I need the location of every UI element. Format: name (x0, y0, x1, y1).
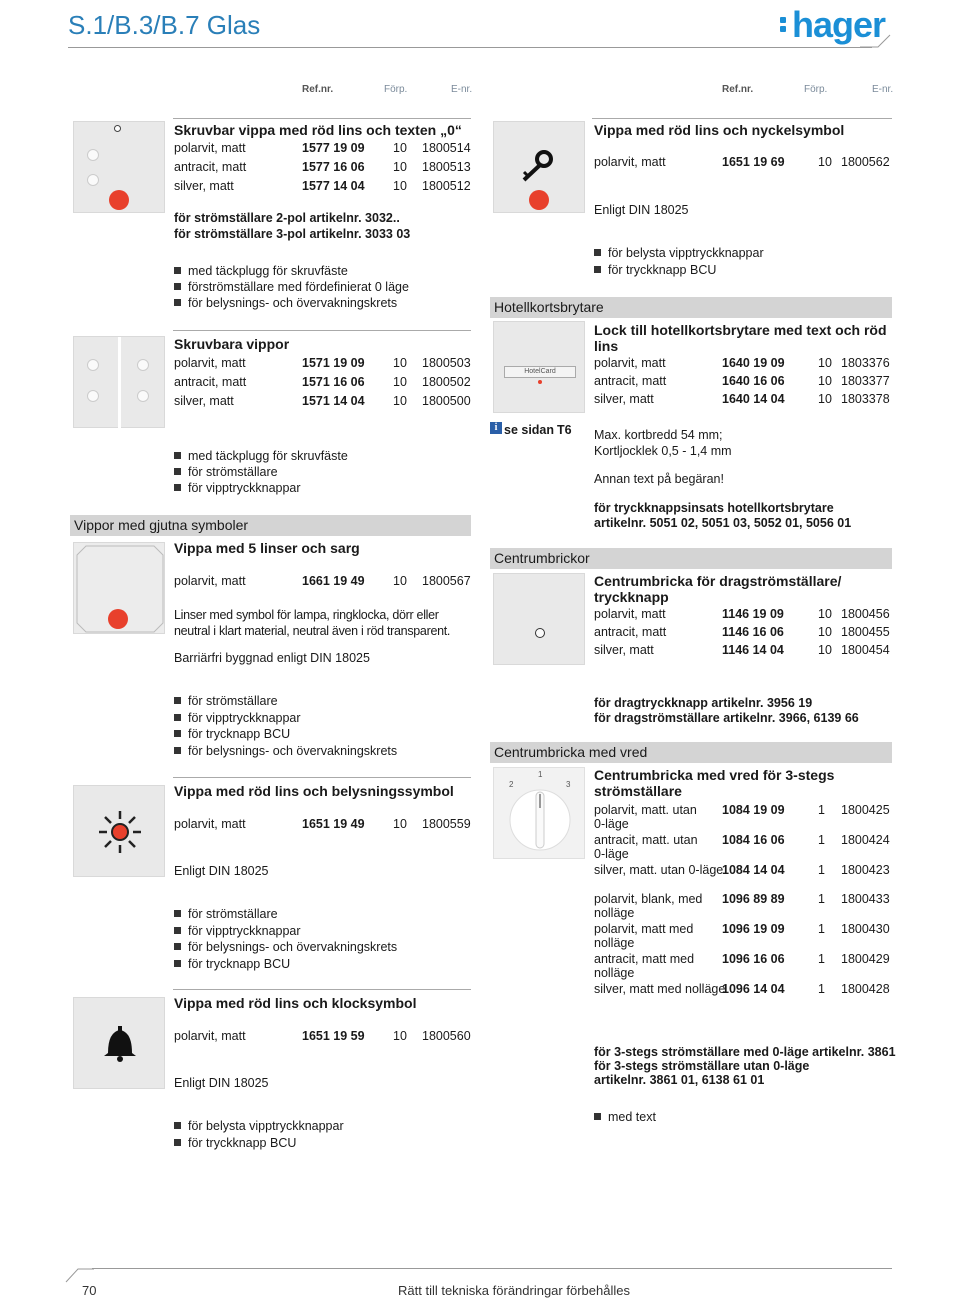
product-row (174, 574, 474, 590)
variant: polarvit, matt. utan (594, 803, 697, 817)
pack-qty: 1 (818, 922, 825, 936)
colhead-forp-right: Förp. (804, 84, 828, 95)
colhead-enr-left: E-nr. (451, 84, 473, 95)
pack-qty: 10 (393, 394, 407, 408)
e-number: 1800428 (841, 982, 890, 996)
pack-qty: 10 (818, 607, 832, 621)
variant: polarvit, matt (594, 356, 666, 370)
article-number: 1084 14 04 (722, 863, 785, 877)
product-row (594, 833, 894, 861)
variant: polarvit, matt (174, 1029, 246, 1043)
article-number: 1146 14 04 (722, 643, 784, 657)
product-title: lins (594, 338, 619, 354)
e-number: 1800562 (841, 155, 890, 169)
note: artikelnr. 3861 01, 6138 61 01 (594, 1073, 765, 1087)
e-number: 1800454 (841, 643, 890, 657)
product-row (594, 803, 894, 831)
variant: polarvit, matt (174, 574, 246, 588)
note: Kortljocklek 0,5 - 1,4 mm (594, 444, 732, 458)
article-number: 1096 89 89 (722, 892, 785, 906)
bullet-item: för belysnings- och övervakningskrets (174, 744, 397, 758)
e-number: 1800455 (841, 625, 890, 639)
note: för dragtryckknapp artikelnr. 3956 19 (594, 696, 813, 710)
e-number: 1800513 (422, 160, 471, 174)
variant-line2: nolläge (594, 966, 635, 980)
note: Annan text på begäran! (594, 472, 724, 486)
article-number: 1651 19 49 (302, 817, 365, 831)
see-page-ref[interactable]: T6 (557, 423, 572, 437)
note: för tryckknappsinsats hotellkortsbrytare (594, 501, 834, 515)
note: för strömställare 3-pol artikelnr. 3033 03 (174, 227, 411, 241)
variant: silver, matt (594, 392, 654, 406)
product-title: Skruvbar vippa med röd lins och texten „0“ (174, 122, 462, 138)
e-number: 1800560 (422, 1029, 471, 1043)
pack-qty: 10 (393, 1029, 407, 1043)
light-icon (74, 786, 166, 878)
product-row (174, 394, 474, 410)
bullet-item: för belysnings- och övervakningskrets (174, 940, 397, 954)
article-number: 1096 14 04 (722, 982, 785, 996)
header-rule (68, 47, 872, 48)
divider (173, 989, 471, 990)
article-number: 1651 19 69 (722, 155, 785, 169)
colhead-ref-left: Ref.nr. (302, 84, 334, 95)
variant: polarvit, matt (174, 141, 246, 155)
bullet-item: med täckplugg för skruvfäste (174, 449, 348, 463)
pack-qty: 10 (393, 356, 407, 370)
logo-mark-icon (780, 17, 788, 37)
article-number: 1571 19 09 (302, 356, 365, 370)
article-number: 1084 16 06 (722, 833, 785, 847)
pack-qty: 10 (393, 141, 407, 155)
e-number: 1803376 (841, 356, 890, 370)
rotary-knob-icon (494, 768, 586, 860)
bullet-item: för vipptryckknappar (174, 481, 301, 495)
pack-qty: 10 (393, 375, 407, 389)
product-row (594, 392, 894, 408)
colhead-ref-right: Ref.nr. (722, 84, 754, 95)
product-image-rockers (73, 336, 165, 428)
e-number: 1800456 (841, 607, 890, 621)
product-row (594, 356, 894, 372)
section-header: Vippor med gjutna symboler (70, 515, 471, 536)
product-image-key-symbol (493, 121, 585, 213)
article-number: 1661 19 49 (302, 574, 365, 588)
e-number: 1800433 (841, 892, 890, 906)
pack-qty: 10 (818, 356, 832, 370)
product-row (174, 179, 474, 195)
bullet-item: för strömställare (174, 465, 278, 479)
variant: antracit, matt (594, 625, 667, 639)
pack-qty: 10 (818, 374, 832, 388)
variant-line2: nolläge (594, 906, 635, 920)
e-number: 1800559 (422, 817, 471, 831)
note: Enligt DIN 18025 (174, 864, 269, 878)
variant: antracit, matt med (594, 952, 695, 966)
variant: silver, matt med nolläge (594, 982, 726, 996)
bullet-item: för strömställare (174, 694, 278, 708)
info-icon: i (490, 422, 502, 434)
dial-label: 3 (566, 780, 571, 789)
brand-logo: hager (792, 4, 886, 45)
variant: polarvit, matt med (594, 922, 694, 936)
pack-qty: 10 (818, 155, 832, 169)
variant: silver, matt (174, 394, 234, 408)
variant-line2: nolläge (594, 936, 635, 950)
divider (173, 330, 471, 331)
e-number: 1800512 (422, 179, 471, 193)
product-title: Vippa med röd lins och belysningssymbol (174, 783, 454, 799)
variant: polarvit, matt (174, 817, 246, 831)
article-number: 1096 19 09 (722, 922, 785, 936)
e-number: 1800424 (841, 833, 890, 847)
product-image-center-plate (493, 573, 585, 665)
note: Max. kortbredd 54 mm; (594, 428, 723, 442)
dial-label: 2 (509, 780, 514, 789)
bullet-item: för belysnings- och övervakningskrets (174, 296, 397, 310)
article-number: 1577 16 06 (302, 160, 365, 174)
article-number: 1640 14 04 (722, 392, 785, 406)
bullet-item: med text (594, 1110, 656, 1124)
product-title: Vippa med röd lins och nyckelsymbol (594, 122, 845, 138)
article-number: 1640 16 06 (722, 374, 785, 388)
e-number: 1803377 (841, 374, 890, 388)
variant-line2: 0-läge (594, 847, 629, 861)
product-row (594, 625, 894, 641)
variant: polarvit, matt (594, 155, 666, 169)
variant: antracit, matt (174, 160, 247, 174)
bullet-item: för vipptryckknappar (174, 711, 301, 725)
product-image-bell-symbol (73, 997, 165, 1089)
e-number: 1800567 (422, 574, 471, 588)
see-page-label: se sidan (504, 423, 555, 437)
e-number: 1800429 (841, 952, 890, 966)
variant: polarvit, matt (594, 607, 666, 621)
variant: polarvit, blank, med (594, 892, 703, 906)
variant: antracit, matt (594, 374, 667, 388)
divider (173, 118, 471, 119)
article-number: 1084 19 09 (722, 803, 785, 817)
note: för 3-stegs strömställare utan 0-läge (594, 1059, 810, 1073)
variant: polarvit, matt (174, 356, 246, 370)
bullet-item: för strömställare (174, 907, 278, 921)
product-row (594, 155, 894, 171)
pack-qty: 1 (818, 863, 825, 877)
section-header: Centrumbricka med vred (490, 742, 892, 763)
pack-qty: 1 (818, 982, 825, 996)
bullet-item: för trycknapp BCU (174, 957, 290, 971)
divider (592, 118, 892, 119)
product-title: Vippa med 5 linser och sarg (174, 540, 360, 556)
bullet-item: med täckplugg för skruvfäste (174, 264, 348, 278)
e-number: 1800423 (841, 863, 890, 877)
bullet-item: för tryckknapp BCU (174, 1136, 296, 1150)
article-number: 1146 19 09 (722, 607, 784, 621)
bullet-item: förströmställare med fördefinierat 0 läge (174, 280, 409, 294)
e-number: 1800500 (422, 394, 471, 408)
e-number: 1800503 (422, 356, 471, 370)
variant-line2: 0-läge (594, 817, 629, 831)
e-number: 1800425 (841, 803, 890, 817)
note: för 3-stegs strömställare med 0-läge artikelnr. 3861 (594, 1045, 896, 1059)
product-image-light-symbol (73, 785, 165, 877)
product-image-rocker-0 (73, 121, 165, 213)
page-title: S.1/B.3/B.7 Glas (68, 10, 261, 40)
article-number: 1577 14 04 (302, 179, 365, 193)
variant: antracit, matt (174, 375, 247, 389)
article-number: 1651 19 59 (302, 1029, 365, 1043)
pack-qty: 10 (818, 625, 832, 639)
article-number: 1146 16 06 (722, 625, 784, 639)
pack-qty: 10 (393, 574, 407, 588)
product-title: Centrumbricka för dragströmställare/ (594, 573, 842, 589)
dial-label: 1 (538, 770, 543, 779)
product-row (174, 375, 474, 391)
product-row (594, 607, 894, 623)
e-number: 1803378 (841, 392, 890, 406)
bullet-item: för belysta vipptryckknappar (594, 246, 764, 260)
product-title: Lock till hotellkortsbrytare med text och röd (594, 322, 887, 338)
pack-qty: 10 (393, 160, 407, 174)
product-row (174, 141, 474, 157)
pack-qty: 10 (818, 643, 832, 657)
article-number: 1640 19 09 (722, 356, 785, 370)
pack-qty: 1 (818, 803, 825, 817)
bullet-item: för vipptryckknappar (174, 924, 301, 938)
pack-qty: 10 (393, 179, 407, 193)
product-row (594, 374, 894, 390)
pack-qty: 1 (818, 952, 825, 966)
bullet-item: för tryckknapp BCU (594, 263, 716, 277)
product-row (594, 643, 894, 659)
article-number: 1096 16 06 (722, 952, 785, 966)
variant: silver, matt (594, 643, 654, 657)
note: artikelnr. 5051 02, 5051 03, 5052 01, 5056 01 (594, 516, 852, 530)
pack-qty: 1 (818, 833, 825, 847)
note: Barriärfri byggnad enligt DIN 18025 (174, 651, 370, 665)
bell-icon (74, 998, 166, 1090)
product-row (174, 1029, 474, 1045)
product-row (594, 863, 894, 891)
section-header: Centrumbrickor (490, 548, 892, 569)
pack-qty: 10 (393, 817, 407, 831)
product-row (594, 982, 894, 1010)
section-header: Hotellkortsbrytare (490, 297, 892, 318)
variant: silver, matt (174, 179, 234, 193)
pack-qty: 1 (818, 892, 825, 906)
footer-rule (92, 1268, 892, 1269)
article-number: 1571 14 04 (302, 394, 365, 408)
card-slot-label: HotelCard (504, 366, 576, 378)
footer-note: Rätt till tekniska förändringar förbehålles (398, 1283, 630, 1298)
bullet-item: för belysta vipptryckknappar (174, 1119, 344, 1133)
header-rule-corner (860, 34, 892, 50)
colhead-enr-right: E-nr. (872, 84, 894, 95)
e-number: 1800502 (422, 375, 471, 389)
colhead-forp-left: Förp. (384, 84, 408, 95)
variant: antracit, matt. utan (594, 833, 698, 847)
article-number: 1577 19 09 (302, 141, 365, 155)
product-row (594, 952, 894, 980)
page-number: 70 (82, 1283, 97, 1298)
product-title: Centrumbricka med vred för 3-stegs (594, 767, 835, 783)
product-image-hotelcard (493, 321, 585, 413)
note: Enligt DIN 18025 (594, 203, 689, 217)
note: neutral i klart material, neutral även i röd transparent. (174, 624, 451, 638)
product-row (594, 892, 894, 920)
e-number: 1800430 (841, 922, 890, 936)
product-title: Skruvbara vippor (174, 336, 290, 352)
product-title: Vippa med röd lins och klocksymbol (174, 995, 417, 1011)
product-image-dial (493, 767, 585, 859)
product-title: tryckknapp (594, 589, 669, 605)
product-row (174, 160, 474, 176)
product-image-5-lens (73, 542, 165, 634)
footer-rule-corner (64, 1268, 94, 1284)
note: Linser med symbol för lampa, ringklocka, dörr eller (174, 608, 439, 622)
product-row (174, 817, 474, 833)
e-number: 1800514 (422, 141, 471, 155)
note: för strömställare 2-pol artikelnr. 3032.. (174, 211, 400, 225)
divider (173, 777, 471, 778)
article-number: 1571 16 06 (302, 375, 365, 389)
product-row (174, 356, 474, 372)
bullet-item: för trycknapp BCU (174, 727, 290, 741)
pack-qty: 10 (818, 392, 832, 406)
note: Enligt DIN 18025 (174, 1076, 269, 1090)
product-row (594, 922, 894, 950)
product-title: strömställare (594, 783, 682, 799)
note: för dragströmställare artikelnr. 3966, 6139 66 (594, 711, 859, 725)
variant: silver, matt. utan 0-läge (594, 863, 724, 877)
